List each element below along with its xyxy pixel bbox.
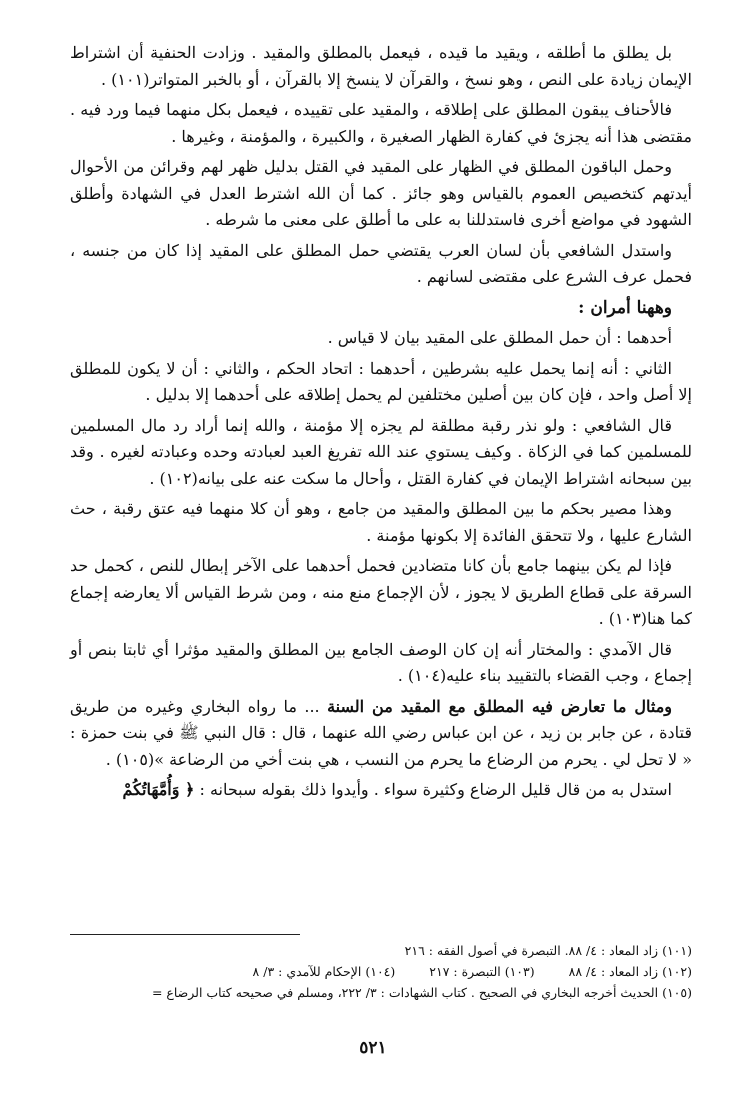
footnote-101: (١٠١) زاد المعاد : ٤/ ٨٨. التبصرة في أصول الفقه : ٢١٦ bbox=[404, 943, 692, 958]
footnotes bbox=[72, 940, 692, 1003]
paragraph-3: وحمل الباقون المطلق في الظهار على المقيد في القتل بدليل ظهر لهم وقرائن من الأحوال أيدتهم كتخصيص العموم بالقياس وهو جائز . كما أن الله اشترط العدل في الشهادة وأطلق الشهود في مواضع أخرى فاستدللنا به على ما أطلق على معنى ما شرطه . bbox=[70, 157, 692, 229]
paragraph-11 bbox=[70, 694, 692, 774]
paragraph-12-text: استدل به من قال قليل الرضاع وكثيرة سواء . وأيدوا ذلك بقوله سبحانه : bbox=[194, 780, 672, 799]
paragraph-12 bbox=[70, 777, 692, 804]
paragraph-1: بل يطلق ما أطلقه ، ويقيد ما قيده ، فيعمل بالمطلق والمقيد . وزادت الحنفية أن اشتراط الإيمان زيادة على النص ، وهو نسخ ، والقرآن لا ينسخ إلا بالقرآن ، أو بالخبر المتواتر(١٠١) . bbox=[70, 43, 692, 89]
paragraph-9: فإذا لم يكن بينهما جامع بأن كانا متضادين فحمل أحدهما على الآخر إبطال للنص ، كحمل حد السرقة على قطاع الطريق لا يجوز ، لأن الإجماع منع منه ، ومن شرط القياس ألا يعارضه إجماع كما هنا(١٠٣) . bbox=[70, 556, 692, 628]
paragraph-6: الثاني : أنه إنما يحمل عليه بشرطين ، أحدهما : اتحاد الحكم ، والثاني : أن لا يكون للمطلق إلا أصل واحد ، فإن كان بين أصلين مختلفين لم يحمل إطلاقه على أحدهما إلا بدليل . bbox=[70, 358, 692, 404]
section-heading: وههنا أمران : bbox=[578, 297, 672, 318]
paragraph-2: فالأحناف يبقون المطلق على إطلاقه ، والمقيد على تقييده ، فيعمل بكل منهما فيما ورد فيه . مقتضى هذا أنه يجزئ في كفارة الظهار الصغيرة ، والكبيرة ، والمؤمنة ، وغيرها . bbox=[70, 100, 692, 146]
page-body bbox=[70, 40, 692, 804]
footnote-separator bbox=[70, 934, 300, 935]
footnote-103: (١٠٣) التبصرة : ٢١٧ bbox=[429, 964, 535, 979]
page-number: ٥٢١ bbox=[359, 1038, 387, 1058]
paragraph-5: أحدهما : أن حمل المطلق على المقيد بيان لا قياس . bbox=[327, 328, 672, 347]
quran-quote: ﴿ وَأُمَّهَاتُكُمْ bbox=[122, 780, 195, 799]
paragraph-4: واستدل الشافعي بأن لسان العرب يقتضي حمل المطلق على المقيد إذا كان من جنسه ، فحمل عرف الشرع على مقتضى لسانهم . bbox=[70, 240, 692, 286]
footnote-105: (١٠٥) الحديث أخرجه البخاري في الصحيح . كتاب الشهادات : ٣/ ٢٢٢، ومسلم في صحيحه كتاب الرضاع = bbox=[151, 985, 692, 1000]
footnote-104: (١٠٤) الإحكام للآمدي : ٣/ ٨ bbox=[252, 964, 396, 979]
footnote-102: (١٠٢) زاد المعاد : ٤/ ٨٨ bbox=[568, 964, 692, 979]
footnote-row bbox=[72, 961, 692, 982]
paragraph-8: وهذا مصير بحكم ما بين المطلق والمقيد من جامع ، وهو أن كلا منهما فيه عتق رقبة ، حث الشارع عليها ، ولا تتحقق الفائدة إلا بكونها مؤمنة . bbox=[70, 499, 692, 545]
example-heading: ومثال ما تعارض فيه المطلق مع المقيد من السنة bbox=[327, 696, 672, 716]
paragraph-11-text: ... ما رواه البخاري وغيره من طريق قتادة ، عن جابر بن زيد ، عن ابن عباس رضي الله عنهما ، قال : قال النبي ﷺ في بنت حمزة : « لا تحل لي . يحرم من الرضاع ما يحرم من النسب ، هي بنت أخي من الرضاعة »(١٠٥) . bbox=[70, 696, 692, 769]
paragraph-7: قال الشافعي : ولو نذر رقبة مطلقة لم يجزه إلا مؤمنة ، والله إنما أراد رد مال المسلمين للمسلمين كما في الزكاة . وكيف يستوي عند الله تفريغ العبد لعبادته وحده وعبادته لغيره . وقد بين سبحانه اشتراط الإيمان في كفارة القتل ، وأحال ما سكت عنه على بيانه(١٠٢) . bbox=[70, 415, 692, 488]
paragraph-10: قال الآمدي : والمختار أنه إن كان الوصف الجامع بين المطلق والمقيد مؤثرا أي ثابتا بنص أو إجماع ، وجب القضاء بالتقييد بناء عليه(١٠٤) . bbox=[70, 639, 692, 685]
